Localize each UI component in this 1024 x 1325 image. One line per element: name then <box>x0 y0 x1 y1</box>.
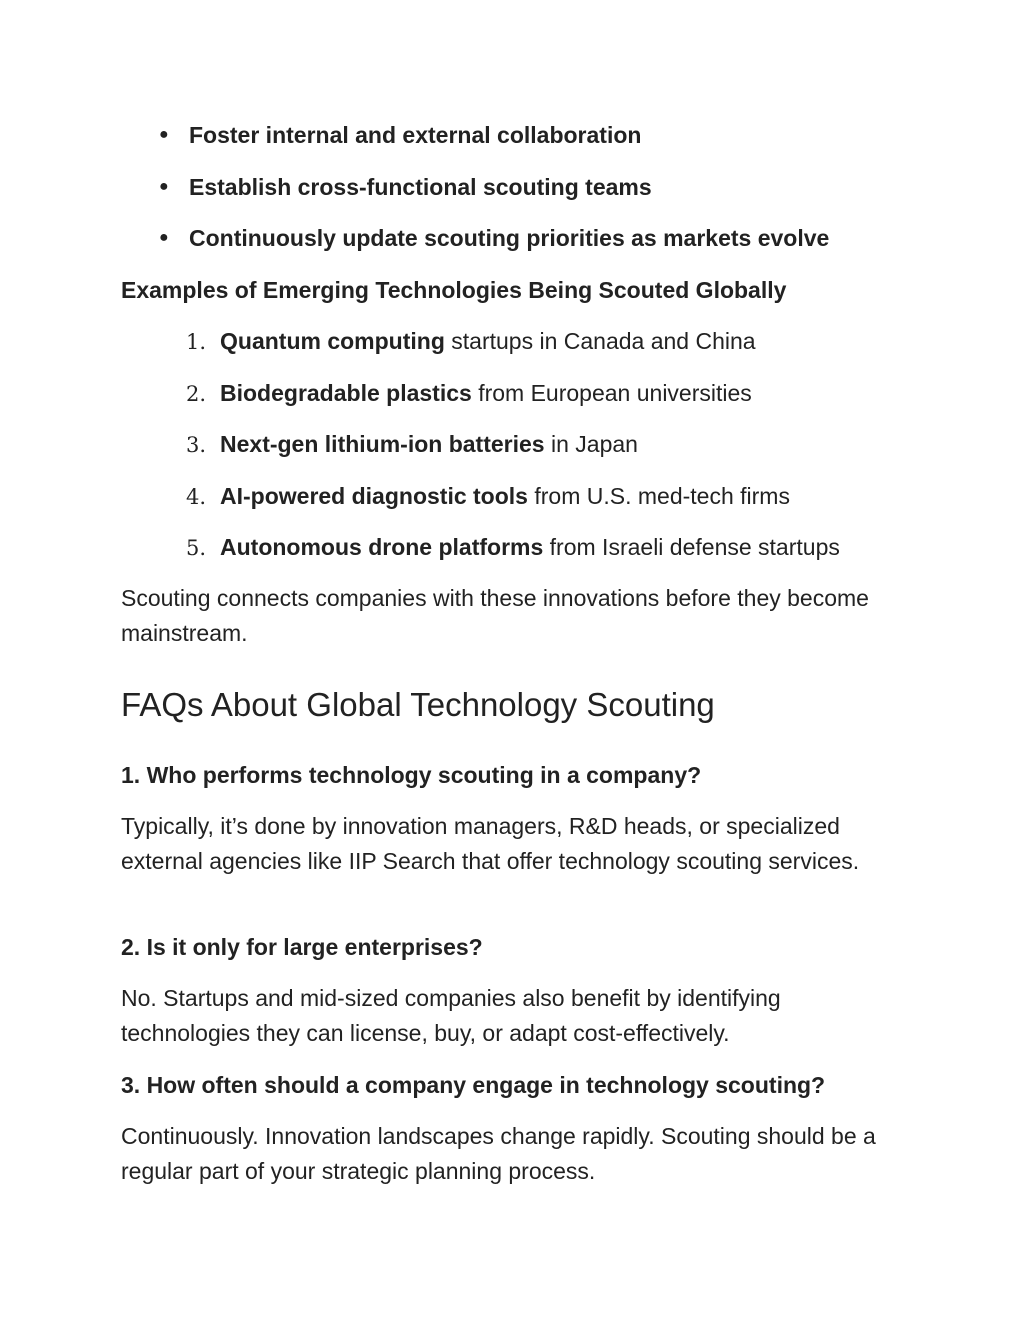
example-item <box>186 376 752 410</box>
example-title: Autonomous drone platforms <box>220 534 544 560</box>
bullet-item: ● Establish cross-functional scouting teams <box>189 170 652 204</box>
example-item <box>186 530 840 564</box>
bullet-dot-icon: ● <box>159 178 169 195</box>
faq-answer: Continuously. Innovation landscapes change rapidly. Scouting should be a regular part of your strategic planning process. <box>121 1123 876 1184</box>
bullet-dot-icon: ● <box>159 229 169 246</box>
example-title: AI-powered diagnostic tools <box>220 483 528 509</box>
example-desc: from Israeli defense startups <box>543 534 840 560</box>
faq-question: 1. Who performs technology scouting in a company? <box>121 762 702 788</box>
example-desc: from European universities <box>471 380 752 406</box>
example-desc: startups in Canada and China <box>444 328 756 354</box>
scouting-summary: Scouting connects companies with these innovations before they become mainstream. <box>121 585 869 646</box>
bullet-item: ● Foster internal and external collaboration <box>189 118 641 152</box>
example-desc: from U.S. med-tech firms <box>527 483 790 509</box>
example-item <box>186 324 756 358</box>
bullet-item: ● Continuously update scouting priorities as markets evolve <box>189 221 829 255</box>
examples-heading: Examples of Emerging Technologies Being Scouted Globally <box>121 277 787 303</box>
list-number: 1. <box>186 330 207 354</box>
example-title: Quantum computing <box>220 328 445 354</box>
example-title: Biodegradable plastics <box>220 380 472 406</box>
list-number: 5. <box>186 536 207 560</box>
example-desc: in Japan <box>544 431 638 457</box>
list-number: 2. <box>186 382 207 406</box>
list-number: 4. <box>186 485 207 509</box>
faq-question: 2. Is it only for large enterprises? <box>121 934 483 960</box>
faq-answer: Typically, it’s done by innovation managers, R&D heads, or specialized external agencies like IIP Search that offer technology scouting services. <box>121 813 860 874</box>
example-item <box>186 427 638 461</box>
faq-question: 3. How often should a company engage in technology scouting? <box>121 1072 826 1098</box>
example-item <box>186 479 790 513</box>
list-number: 3. <box>186 433 207 457</box>
faq-answer: No. Startups and mid-sized companies also benefit by identifying technologies they can license, buy, or adapt cost-effectively. <box>121 985 781 1046</box>
faq-heading: FAQs About Global Technology Scouting <box>121 686 715 723</box>
example-title: Next-gen lithium-ion batteries <box>220 431 545 457</box>
bullet-dot-icon: ● <box>159 126 169 143</box>
